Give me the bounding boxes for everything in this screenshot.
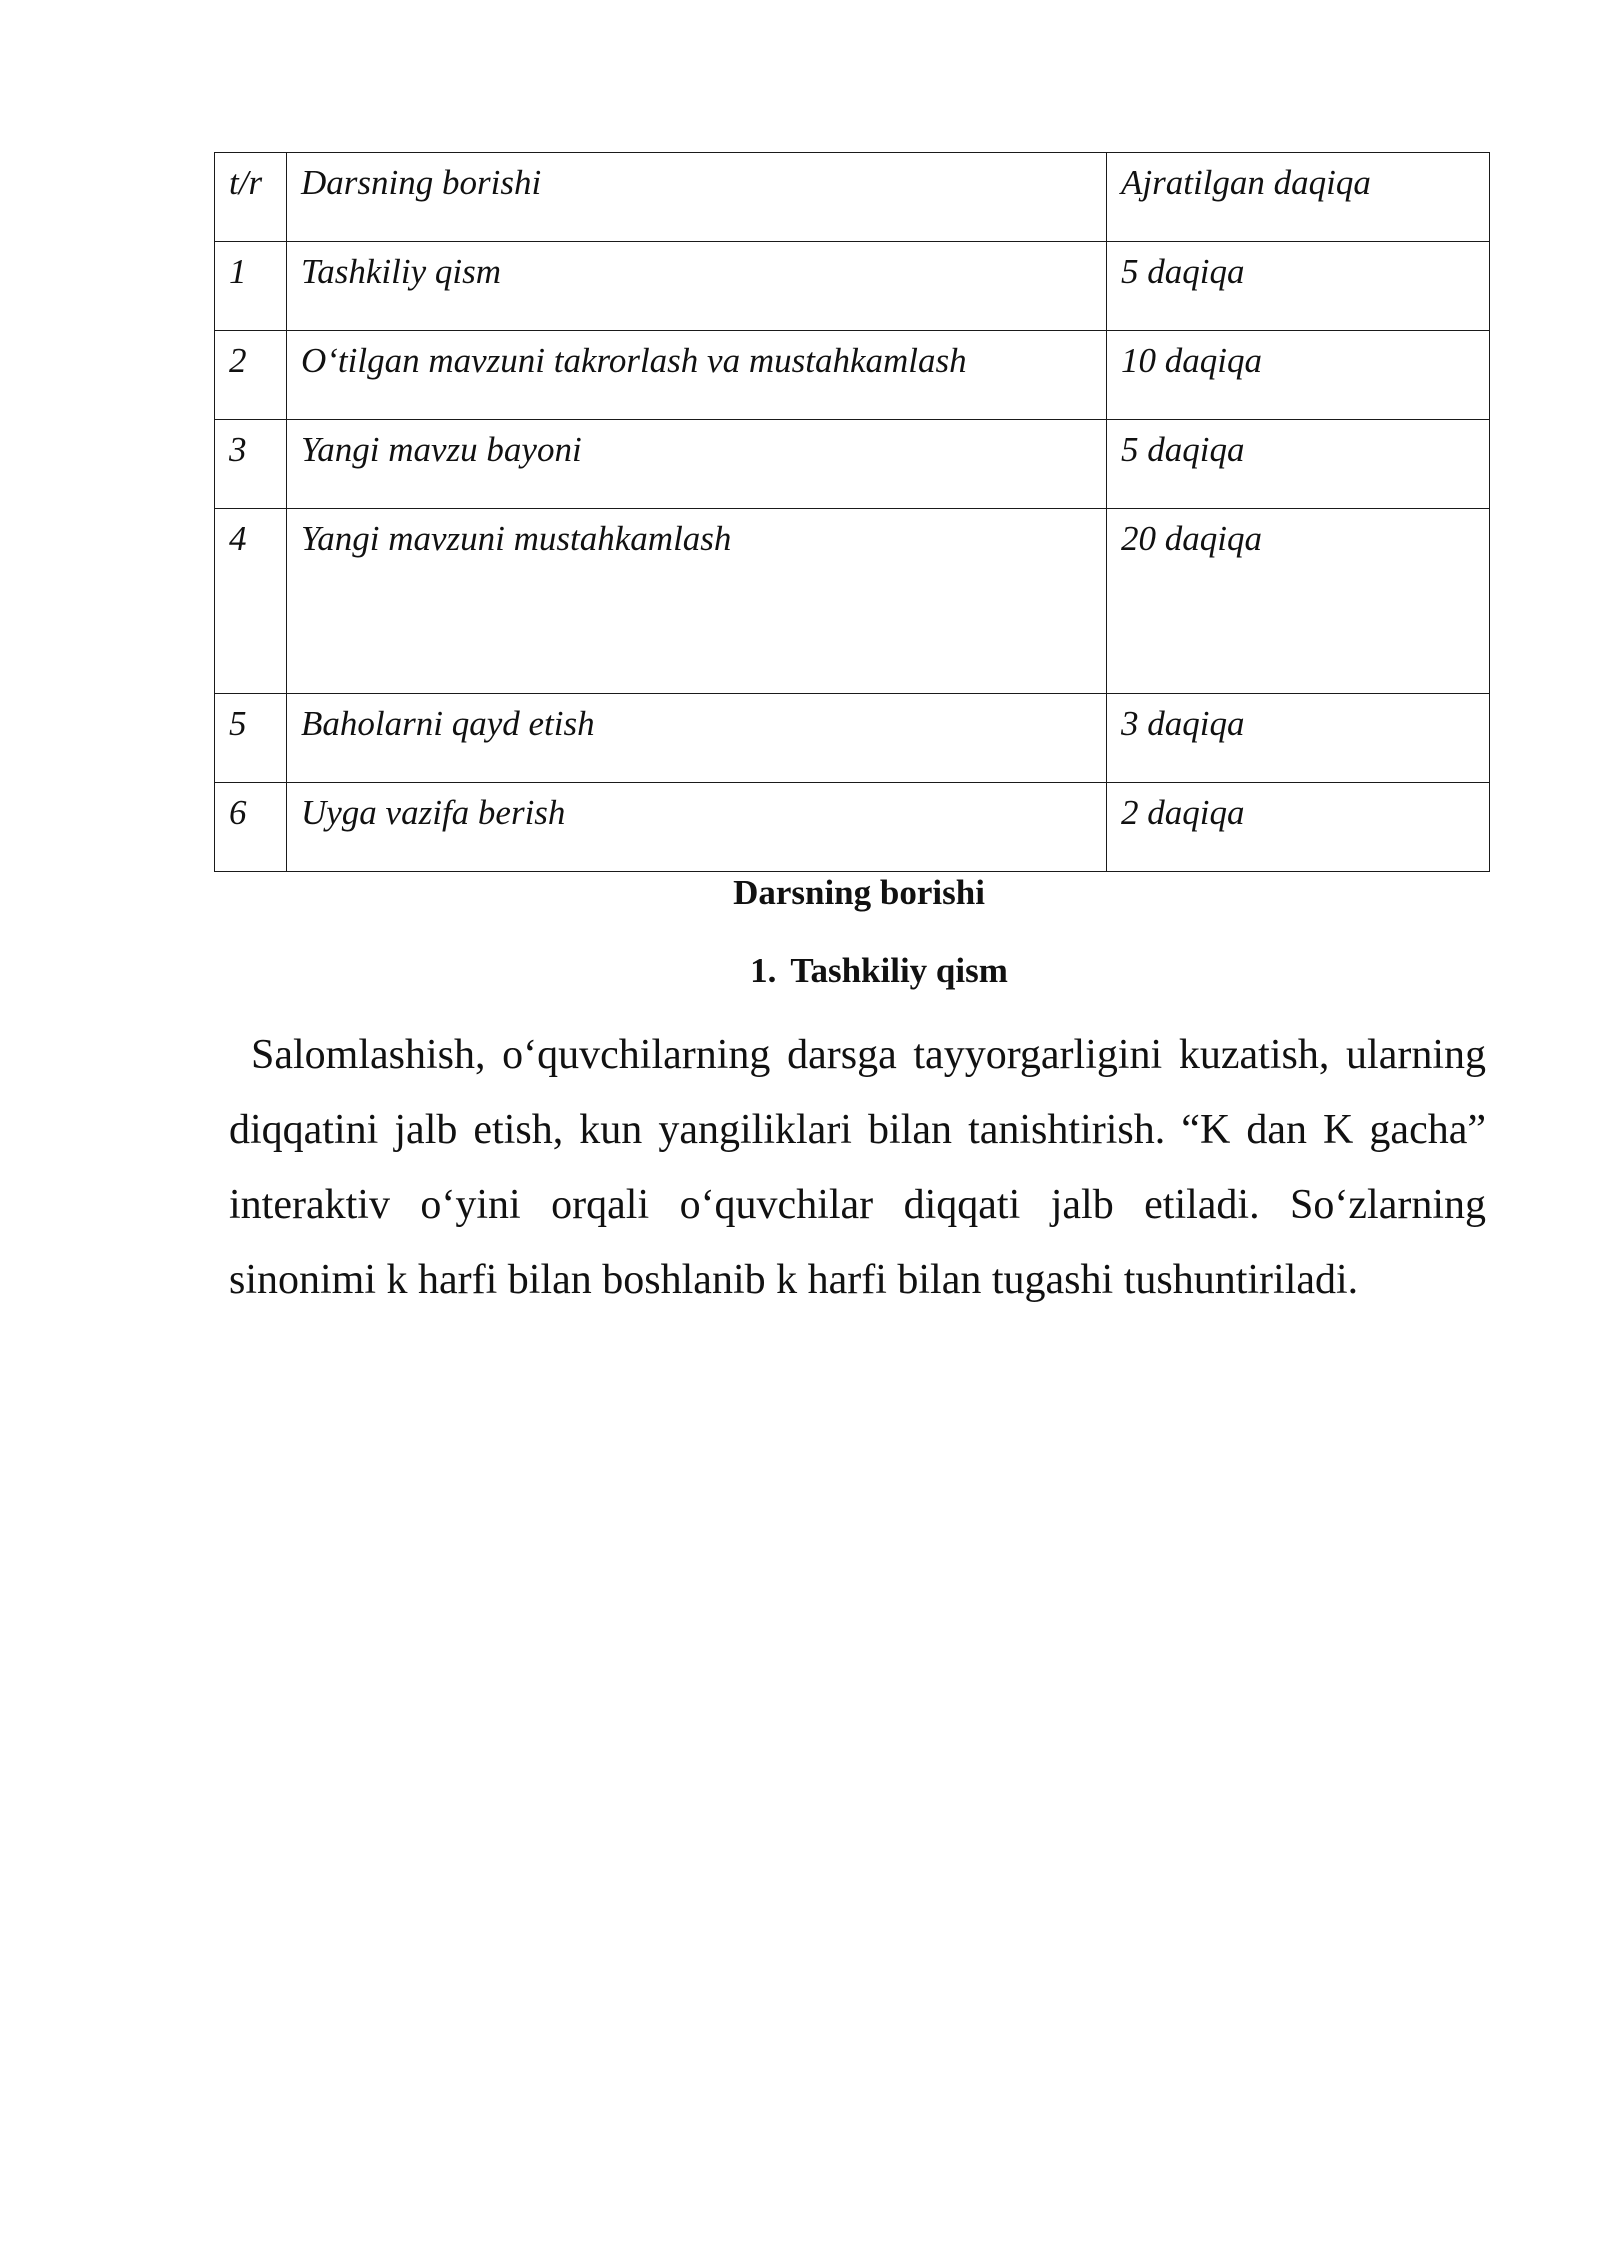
table-row <box>215 509 1490 694</box>
row-time: 3 daqiqa <box>1107 694 1490 783</box>
row-number: 2 <box>215 331 287 420</box>
row-time: 2 daqiqa <box>1107 783 1490 872</box>
row-time: 10 daqiqa <box>1107 331 1490 420</box>
table-row <box>215 420 1490 509</box>
row-number: 5 <box>215 694 287 783</box>
lesson-progress-heading: Darsning borishi <box>733 873 985 912</box>
header-cell-step: Darsning borishi <box>287 153 1107 242</box>
table-row <box>215 242 1490 331</box>
row-number: 4 <box>215 509 287 694</box>
body-paragraph: Salomlashish, o‘quvchilarning darsga tayyorgarligini kuzatish, ularning diqqatini jalb etish, kun yangiliklari bilan tanishtirish. “K dan K gacha” interaktiv o‘yini orqali o‘quvchilar diqqati jalb etiladi. So‘zlarning sinonimi k harfi bilan boshlanib k harfi bilan tugashi tushuntiriladi. <box>229 1032 1486 1303</box>
row-time: 5 daqiqa <box>1107 242 1490 331</box>
row-step: Tashkiliy qism <box>287 242 1107 331</box>
row-number: 3 <box>215 420 287 509</box>
row-number: 6 <box>215 783 287 872</box>
row-number: 1 <box>215 242 287 331</box>
table-row <box>215 694 1490 783</box>
row-step: Baholarni qayd etish <box>287 694 1107 783</box>
row-step: Yangi mavzuni mustahkamlash <box>287 509 1107 694</box>
section-number: 1. <box>750 951 777 990</box>
table-header-row <box>215 153 1490 242</box>
row-step: Yangi mavzu bayoni <box>287 420 1107 509</box>
lesson-plan-table <box>214 152 1490 872</box>
row-step: O‘tilgan mavzuni takrorlash va mustahkamlash <box>287 331 1107 420</box>
row-step: Uyga vazifa berish <box>287 783 1107 872</box>
table-row <box>215 783 1490 872</box>
row-time: 5 daqiqa <box>1107 420 1490 509</box>
section-title: Tashkiliy qism <box>790 951 1008 990</box>
table-row <box>215 331 1490 420</box>
row-time: 20 daqiqa <box>1107 509 1490 694</box>
section-heading <box>20 950 1600 992</box>
header-cell-number: t/r <box>215 153 287 242</box>
header-cell-time: Ajratilgan daqiqa <box>1107 153 1490 242</box>
